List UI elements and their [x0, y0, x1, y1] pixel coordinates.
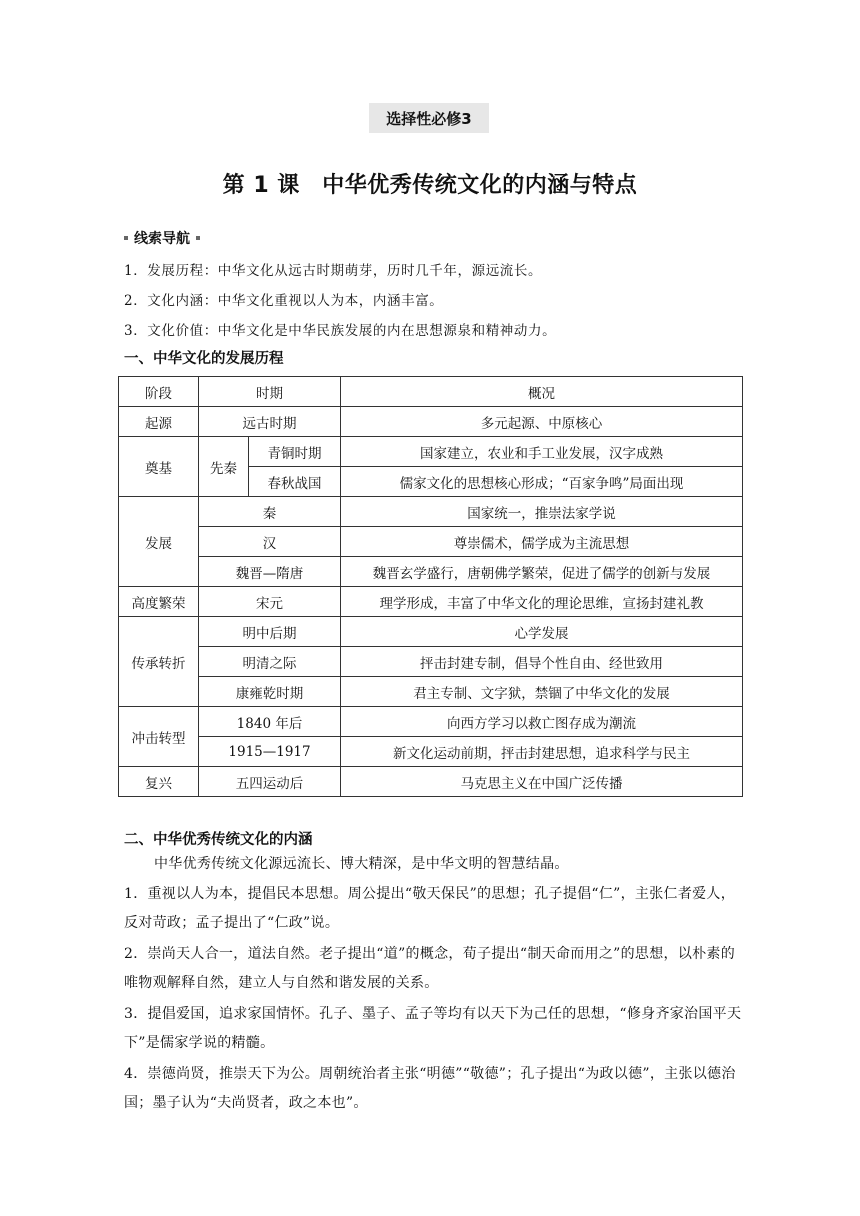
table-row — [119, 557, 743, 587]
summary-cell: 理学形成，丰富了中华文化的理论思维，宣扬封建礼教 — [341, 587, 743, 617]
table-row — [119, 497, 743, 527]
summary-cell: 心学发展 — [341, 617, 743, 647]
period-cell: 春秋战国 — [249, 467, 341, 497]
stage-cell: 传承转折 — [119, 617, 199, 707]
section1-heading: 一、中华文化的发展历程 — [124, 351, 284, 367]
summary-cell: 抨击封建专制，倡导个性自由、经世致用 — [341, 647, 743, 677]
clue-nav-item: 2．文化内涵：中华文化重视以人为本，内涵丰富。 — [124, 293, 444, 309]
stage-cell: 发展 — [119, 497, 199, 587]
summary-cell: 尊崇儒术，儒学成为主流思想 — [341, 527, 743, 557]
stage-cell: 冲击转型 — [119, 707, 199, 767]
summary-cell: 多元起源、中原核心 — [341, 407, 743, 437]
summary-cell: 魏晋玄学盛行，唐朝佛学繁荣，促进了儒学的创新与发展 — [341, 557, 743, 587]
stage-cell: 复兴 — [119, 767, 199, 797]
table-header-row — [119, 377, 743, 407]
table-row — [119, 677, 743, 707]
content-paragraph: 4．崇德尚贤，推崇天下为公。周朝统治者主张“明德”“敬德”；孔子提出“为政以德”，主张以德治国；墨子认为“夫尚贤者，政之本也”。 — [124, 1066, 736, 1111]
volume-tag: 选择性必修3 — [369, 103, 489, 133]
square-bullet-icon — [196, 236, 200, 240]
period-cell: 1915—1917 — [199, 737, 341, 767]
table-row — [119, 437, 743, 467]
clue-nav-item: 3．文化价值：中华文化是中华民族发展的内在思想源泉和精神动力。 — [124, 323, 557, 339]
content-paragraph: 1．重视以人为本，提倡民本思想。周公提出“敬天保民”的思想；孔子提倡“仁”，主张仁者爱人，反对苛政；孟子提出了“仁政”说。 — [124, 886, 736, 931]
period-cell: 五四运动后 — [199, 767, 341, 797]
table-row — [119, 767, 743, 797]
table-row — [119, 617, 743, 647]
stage-cell: 高度繁荣 — [119, 587, 199, 617]
table-row — [119, 527, 743, 557]
summary-cell: 马克思主义在中国广泛传播 — [341, 767, 743, 797]
table-row — [119, 737, 743, 767]
clue-nav-heading — [124, 228, 200, 248]
summary-cell: 新文化运动前期，抨击封建思想，追求科学与民主 — [341, 737, 743, 767]
stage-cell: 起源 — [119, 407, 199, 437]
lesson-title: 第 1 课 中华优秀传统文化的内涵与特点 — [222, 173, 638, 198]
period-cell: 汉 — [199, 527, 341, 557]
clue-nav-heading-text: 线索导航 — [134, 231, 190, 247]
content-paragraph: 3．提倡爱国，追求家国情怀。孔子、墨子、孟子等均有以天下为己任的思想，“修身齐家治国平天下”是儒家学说的精髓。 — [124, 1006, 742, 1051]
section2-intro: 中华优秀传统文化源远流长、博大精深，是中华文明的智慧结晶。 — [154, 856, 569, 872]
content-paragraph: 2．崇尚天人合一，道法自然。老子提出“道”的概念，荀子提出“制天命而用之”的思想，以朴素的唯物观解释自然，建立人与自然和谐发展的关系。 — [124, 946, 736, 991]
header-period: 时期 — [199, 377, 341, 407]
period-cell: 远古时期 — [199, 407, 341, 437]
clue-nav-item: 1．发展历程：中华文化从远古时期萌芽，历时几千年，源远流长。 — [124, 263, 543, 279]
summary-cell: 向西方学习以救亡图存成为潮流 — [341, 707, 743, 737]
summary-cell: 国家建立，农业和手工业发展，汉字成熟 — [341, 437, 743, 467]
development-history-table — [118, 376, 743, 797]
table-row — [119, 647, 743, 677]
summary-cell: 国家统一，推崇法家学说 — [341, 497, 743, 527]
stage-cell: 奠基 — [119, 437, 199, 497]
period-cell: 魏晋—隋唐 — [199, 557, 341, 587]
header-stage: 阶段 — [119, 377, 199, 407]
header-summary: 概况 — [341, 377, 743, 407]
summary-cell: 儒家文化的思想核心形成；“百家争鸣”局面出现 — [341, 467, 743, 497]
square-bullet-icon — [124, 236, 128, 240]
summary-cell: 君主专制、文字狱，禁锢了中华文化的发展 — [341, 677, 743, 707]
period-cell: 秦 — [199, 497, 341, 527]
period-cell: 青铜时期 — [249, 437, 341, 467]
period-cell: 明清之际 — [199, 647, 341, 677]
period-cell: 宋元 — [199, 587, 341, 617]
period-cell: 1840 年后 — [199, 707, 341, 737]
period-cell: 明中后期 — [199, 617, 341, 647]
period-cell: 康雍乾时期 — [199, 677, 341, 707]
table-row — [119, 587, 743, 617]
sub-stage-cell: 先秦 — [199, 437, 249, 497]
table-row — [119, 407, 743, 437]
table-row — [119, 707, 743, 737]
section2-heading: 二、中华优秀传统文化的内涵 — [124, 832, 313, 848]
